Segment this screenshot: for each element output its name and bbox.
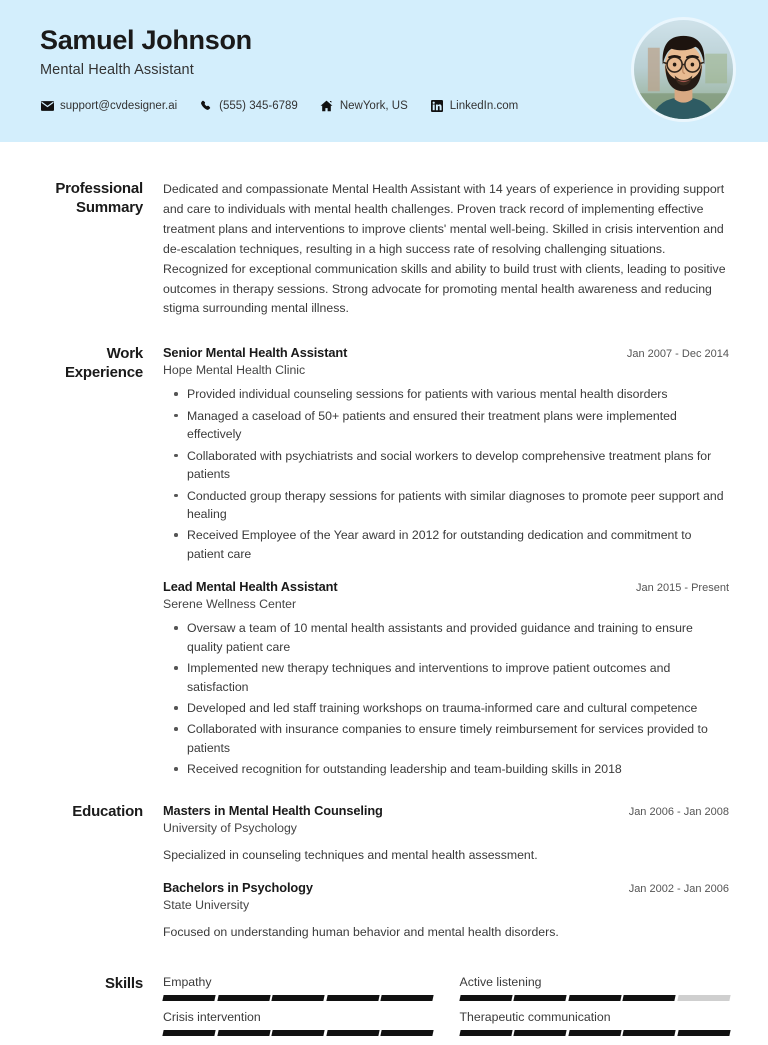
list-item: Provided individual counseling sessions for patients with various mental health disorders bbox=[187, 385, 729, 403]
section-label-skills: Skills bbox=[105, 974, 143, 992]
skill-rating-segment bbox=[326, 1030, 379, 1036]
section-education bbox=[40, 803, 729, 942]
education-entry bbox=[163, 880, 729, 941]
education-entry-description: Focused on understanding human behavior and mental health disorders. bbox=[163, 925, 559, 940]
contact-email[interactable] bbox=[40, 99, 177, 112]
skill-rating-segment bbox=[217, 995, 270, 1001]
list-item: Oversaw a team of 10 mental health assistants and provided guidance and training to ensure quality patient care bbox=[187, 619, 729, 656]
phone-icon bbox=[199, 99, 213, 112]
envelope-icon bbox=[40, 99, 54, 112]
skill-rating-segment bbox=[271, 995, 324, 1001]
work-entry-bullets bbox=[163, 385, 729, 563]
section-work-experience bbox=[40, 345, 729, 781]
home-icon bbox=[320, 99, 334, 112]
work-entry-title: Lead Mental Health Assistant bbox=[163, 579, 338, 595]
work-entry-head bbox=[163, 579, 729, 594]
contact-location-label: NewYork, US bbox=[339, 99, 408, 112]
education-entry-date: Jan 2006 - Jan 2008 bbox=[628, 805, 729, 818]
section-label-summary: Professional Summary bbox=[55, 180, 143, 216]
resume-body bbox=[0, 180, 768, 1045]
skill-rating-bar bbox=[163, 1030, 433, 1036]
work-entry-organization: Hope Mental Health Clinic bbox=[163, 363, 306, 378]
list-item: Received Employee of the Year award in 2012 for outstanding dedication and commitment to patient care bbox=[187, 526, 729, 563]
section-label-education: Education bbox=[72, 802, 143, 820]
skill-rating-segment bbox=[162, 1030, 215, 1036]
skill-rating-segment bbox=[326, 995, 379, 1001]
skill-name: Empathy bbox=[163, 974, 212, 989]
job-title: Mental Health Assistant bbox=[40, 62, 194, 79]
page-title: Samuel Johnson bbox=[40, 25, 252, 55]
contact-phone-label: (555) 345-6789 bbox=[219, 99, 298, 112]
work-entry-date: Jan 2015 - Present bbox=[636, 582, 729, 595]
skill-item bbox=[163, 975, 433, 1010]
work-entry-organization: Serene Wellness Center bbox=[163, 597, 297, 612]
list-item: Collaborated with psychiatrists and social workers to develop comprehensive treatment plans for patients bbox=[187, 447, 729, 484]
work-entry bbox=[163, 345, 729, 563]
section-skills bbox=[40, 975, 729, 1045]
skill-name: Therapeutic communication bbox=[459, 1009, 611, 1024]
skill-rating-segment bbox=[677, 1030, 730, 1036]
skill-rating-segment bbox=[459, 1030, 512, 1036]
skill-name: Crisis intervention bbox=[163, 1009, 261, 1024]
skill-rating-bar bbox=[163, 995, 433, 1001]
resume-header bbox=[0, 0, 768, 142]
avatar bbox=[631, 17, 736, 122]
education-entry-title: Bachelors in Psychology bbox=[163, 880, 313, 896]
work-entry-bullets bbox=[163, 619, 729, 779]
skill-rating-segment bbox=[217, 1030, 270, 1036]
list-item: Received recognition for outstanding leadership and team-building skills in 2018 bbox=[187, 760, 729, 778]
skill-item bbox=[460, 1010, 730, 1045]
skill-rating-bar bbox=[460, 995, 730, 1001]
contact-linkedin-label: LinkedIn.com bbox=[449, 99, 519, 112]
skill-item bbox=[163, 1010, 433, 1045]
skill-rating-segment bbox=[513, 1030, 566, 1036]
education-entry-description: Specialized in counseling techniques and mental health assessment. bbox=[163, 847, 538, 862]
skill-rating-bar bbox=[460, 1030, 730, 1036]
list-item: Managed a caseload of 50+ patients and ensured their treatment plans were implemented effectively bbox=[187, 407, 729, 444]
contact-email-label: support@cvdesigner.ai bbox=[60, 99, 178, 112]
skill-rating-segment bbox=[568, 1030, 621, 1036]
section-professional-summary bbox=[40, 180, 729, 319]
work-entry-date: Jan 2007 - Dec 2014 bbox=[626, 348, 729, 361]
skill-rating-segment bbox=[380, 1030, 433, 1036]
summary-text: Dedicated and compassionate Mental Health Assistant with 14 years of experience in providing support and care to individuals with mental health challenges. Proven track record of implementing effective treatment plans and interventions to improve clients' mental well-being. Skilled in crisis intervention and de-escalation techniques, resulting in a high success rate of resolving challenging situations. Recognized for exceptional communication skills and ability to build trust with clients, leading to positive outcomes in therapy sessions. Strong advocate for promoting mental health awareness and reducing stigma surrounding mental illness. bbox=[163, 182, 726, 316]
skill-rating-segment bbox=[162, 995, 215, 1001]
list-item: Conducted group therapy sessions for patients with similar diagnoses to promote peer support and healing bbox=[187, 487, 729, 524]
skill-rating-segment bbox=[677, 995, 730, 1001]
work-entry-head bbox=[163, 345, 729, 360]
skill-item bbox=[460, 975, 730, 1010]
education-entry-organization: University of Psychology bbox=[163, 820, 297, 835]
education-entry-head bbox=[163, 803, 729, 818]
skill-rating-segment bbox=[622, 1030, 675, 1036]
linkedin-icon bbox=[430, 99, 444, 112]
education-entry-organization: State University bbox=[163, 898, 250, 913]
skill-name: Active listening bbox=[459, 974, 542, 989]
contact-linkedin[interactable] bbox=[430, 99, 518, 112]
skill-rating-segment bbox=[271, 1030, 324, 1036]
work-entry-title: Senior Mental Health Assistant bbox=[163, 345, 348, 361]
work-entry bbox=[163, 579, 729, 779]
education-entry-date: Jan 2002 - Jan 2006 bbox=[628, 883, 729, 896]
contact-location[interactable] bbox=[320, 99, 408, 112]
contact-phone[interactable] bbox=[199, 99, 298, 112]
list-item: Developed and led staff training workshops on trauma-informed care and cultural competence bbox=[187, 699, 729, 717]
skill-rating-segment bbox=[513, 995, 566, 1001]
skills-grid bbox=[163, 975, 729, 1045]
education-entry bbox=[163, 803, 729, 864]
skill-rating-segment bbox=[459, 995, 512, 1001]
skill-rating-segment bbox=[568, 995, 621, 1001]
contact-row bbox=[40, 99, 728, 112]
skill-rating-segment bbox=[622, 995, 675, 1001]
list-item: Implemented new therapy techniques and interventions to improve patient outcomes and satisfaction bbox=[187, 659, 729, 696]
skill-rating-segment bbox=[380, 995, 433, 1001]
education-entry-head bbox=[163, 880, 729, 895]
section-label-work: Work Experience bbox=[64, 345, 143, 382]
education-entry-title: Masters in Mental Health Counseling bbox=[163, 802, 383, 818]
list-item: Collaborated with insurance companies to ensure timely reimbursement for services provided to patients bbox=[187, 720, 729, 757]
